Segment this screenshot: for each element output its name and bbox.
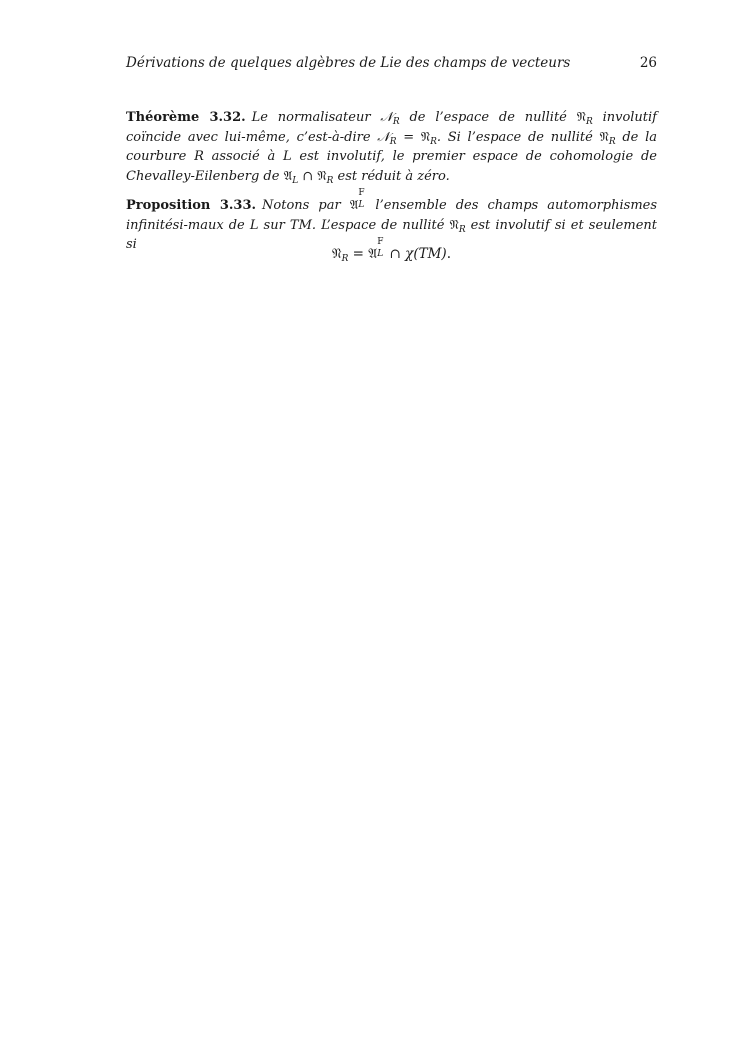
equals-sign: = [348, 246, 369, 262]
symbol-nullity: 𝔑 [332, 246, 342, 262]
equals-sign: = [396, 129, 421, 145]
subscript-R: R [326, 175, 334, 186]
symbol-nullity: 𝔑 [420, 129, 431, 145]
symbol-nullity: 𝔑 [317, 168, 327, 184]
subscript-R: R [458, 224, 466, 235]
subscript-R: R [608, 136, 616, 147]
symbol-nullity: 𝔑 [576, 110, 586, 125]
symbol-N: 𝒩 [380, 110, 393, 125]
cap-sign: ∩ [385, 246, 406, 262]
proposition-label: Proposition 3.33. [126, 198, 257, 213]
superscript-F: F [358, 188, 365, 198]
theorem-label: Théorème 3.32. [126, 110, 246, 125]
theorem-text-1: Le normalisateur [251, 110, 381, 125]
sup-sub-F-L [377, 237, 385, 259]
sup-sub-F-L [358, 188, 366, 210]
symbol-A: 𝔄 [349, 198, 359, 213]
theorem-text-4: . Si l’espace de nullité [436, 129, 600, 145]
equation-period: . [446, 246, 451, 262]
symbol-nullity: 𝔑 [449, 217, 459, 233]
running-title: Dérivations de quelques algèbres de Lie des champs de vecteurs [126, 55, 571, 71]
page-number: 26 [639, 55, 657, 71]
symbol-N: 𝒩 [377, 129, 390, 145]
subscript-R: R [430, 136, 437, 147]
subscript-R: R [392, 117, 400, 127]
proposition-text-2: l’ensemble des champs automorphismes infinitési-maux de L sur TM. L’espace de nullité [126, 198, 658, 233]
page-header [126, 55, 657, 71]
theorem-text-2: de l’espace de nullité [399, 110, 577, 125]
symbol-A: 𝔄 [283, 168, 293, 184]
theorem-3-32 [126, 108, 657, 186]
proposition-text-1: Notons par [262, 198, 350, 213]
symbol-A: 𝔄 [368, 246, 378, 262]
theorem-text-6: est réduit à zéro. [333, 168, 450, 184]
subscript-R: R [341, 254, 349, 264]
superscript-F: F [377, 237, 384, 247]
theorem-text-5: de la courbure R associé à L est involutif, le premier espace de cohomologie de Chevalley-Eilenberg de [126, 129, 657, 184]
subscript-L: L [358, 200, 365, 210]
subscript-R: R [585, 117, 593, 127]
subscript-L: L [292, 175, 299, 186]
theorem-text-3: involutif coïncide avec lui-même, c’est-à-dire [126, 110, 657, 145]
subscript-R: R [389, 136, 397, 147]
subscript-L: L [377, 249, 384, 259]
display-equation [126, 237, 657, 264]
chi-TM: χ(TM) [405, 246, 447, 262]
symbol-nullity: 𝔑 [599, 129, 609, 145]
cap-sign: ∩ [298, 168, 318, 184]
proposition-text-3: est involutif si et seulement si [126, 217, 657, 252]
